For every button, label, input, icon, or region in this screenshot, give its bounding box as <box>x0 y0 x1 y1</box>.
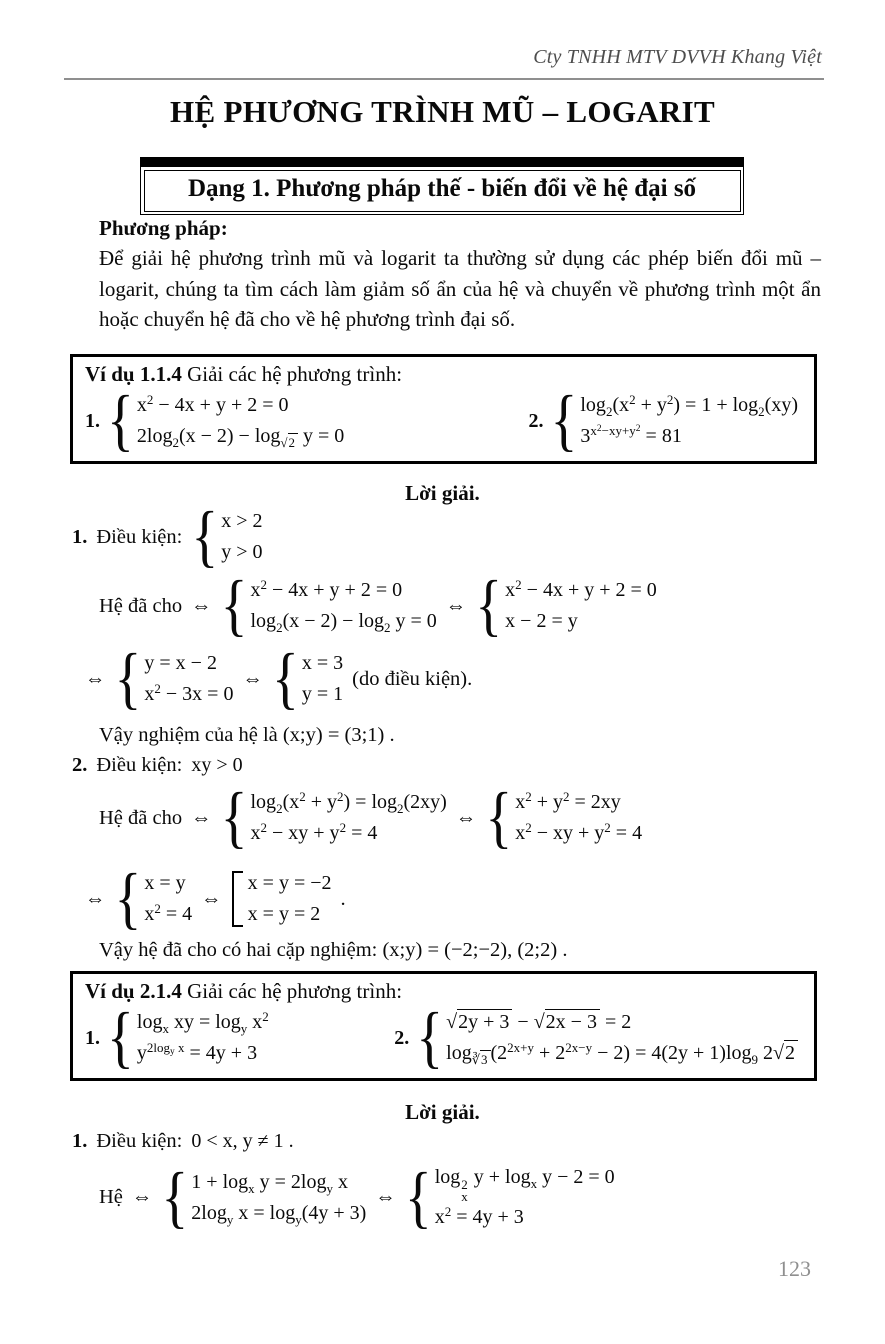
iff-arrow: ⇔ <box>201 887 222 910</box>
step-note: (do điều kiện). <box>352 667 473 690</box>
iff-arrow: ⇔ <box>131 1186 153 1208</box>
section-heading-bar <box>140 157 744 166</box>
conclusion-text: Vậy hệ đã cho có hai cặp nghiệm: (x;y) = (−2;−2), (2;2) . <box>99 939 568 961</box>
iff-arrow: ⇔ <box>191 806 212 829</box>
equation-system: { log 2 x $y + \log_x y - 2 = 0$ $x^2 = 4y + 3$ <box>404 1159 615 1236</box>
solution1-part1-step2 <box>85 641 473 717</box>
section-heading-frame <box>140 166 744 215</box>
publisher-brand: Cty TNHH MTV DVVH Khang Việt <box>533 46 822 68</box>
equation-system: { √2y + 3 − √2x − 3 = 2 $\log_{∛3} (2^{2x+y} + 2^{2x-y} - 2) = 4(2y + 1)\log_9$ 2√2 <box>416 1007 798 1069</box>
example-box-2 <box>70 971 817 1081</box>
example-2-item-1 <box>85 1000 269 1076</box>
equation-system: { $x^2 - 4x + y + 2 = 0$ $2\log_2(x - 2) - \log_{√2} y = 0$ <box>107 383 345 459</box>
equation-system: x = y = −2 x = y = 2 <box>231 868 332 930</box>
conclusion-text: Vậy nghiệm của hệ là (x;y) = (3;1) . <box>99 724 395 746</box>
example-2-item-2 <box>394 1000 798 1076</box>
iff-arrow: ⇔ <box>85 667 106 690</box>
example-1-item-1 <box>85 383 345 459</box>
condition-label: Điều kiện: <box>96 754 183 776</box>
iff-arrow: ⇔ <box>85 887 106 910</box>
example-1-item-2 <box>528 383 798 459</box>
section-heading-box <box>140 157 744 215</box>
iff-arrow: ⇔ <box>455 806 477 829</box>
equation-system: { $x^2 - 4x + y + 2 = 0$ $\log_2(x - 2) - \log_2 y = 0$ <box>220 568 437 644</box>
item-number: 1. <box>85 409 100 432</box>
equation-system: { y = x − 2 $x^2 - 3x = 0$ <box>114 641 234 717</box>
header-divider <box>64 78 824 80</box>
solution1-part1-conclusion <box>99 724 395 747</box>
condition-expression: xy > 0 <box>191 754 243 776</box>
example-2-items <box>85 1000 802 1076</box>
example-1-header <box>85 362 802 387</box>
page-title: HỆ PHƯƠNG TRÌNH MŨ – LOGARIT <box>170 94 715 129</box>
iff-arrow: ⇔ <box>375 1186 396 1208</box>
equation-system: { x > 2 y > 0 <box>191 499 263 575</box>
condition-expression: 0 < x, y ≠ 1 . <box>191 1130 294 1152</box>
item-number: 1. <box>72 525 88 548</box>
equation-system: { x = y $x^2 = 4$ <box>114 861 193 937</box>
item-number: 2. <box>394 1026 410 1049</box>
solution1-part1-step1 <box>99 568 657 644</box>
example-1-label: Ví dụ 1.1.4 <box>85 362 182 386</box>
page-number: 123 <box>778 1256 811 1281</box>
solution2-part1-step1 <box>99 1159 615 1236</box>
item-number: 1. <box>72 1130 88 1152</box>
example-1-prompt: Giải các hệ phương trình: <box>187 362 403 386</box>
method-label: Phương pháp: <box>99 216 228 240</box>
condition-label: Điều kiện: <box>96 1130 183 1152</box>
equation-system: { $\log_x$ xy = $\log_y x^2$ $y^{2log_y x} = 4y + 3$ <box>107 1000 269 1076</box>
solution-heading-1: Lời giải. <box>405 481 480 505</box>
equation-system: { $\log_2(x^2 + y^2) = \log_2(2xy)$ $x^2$ − xy + $y^2 = 4$ <box>220 780 447 856</box>
solution-heading-2: Lời giải. <box>405 1100 480 1124</box>
equation-system: { $\log_2(x^2 + y^2) = 1 + \log_2(xy)$ $3^{x^2-xy+y^2} = 81$ <box>550 383 798 459</box>
solution1-part2-step1 <box>99 780 643 856</box>
system-label: Hệ đã cho <box>99 594 183 617</box>
item-number: 1. <box>85 1026 100 1049</box>
example-2-header <box>85 979 802 1004</box>
iff-arrow: ⇔ <box>445 594 467 617</box>
equation-system: { x = 3 y = 1 <box>271 641 344 717</box>
iff-arrow: ⇔ <box>242 667 263 690</box>
system-label: Hệ <box>99 1186 123 1208</box>
solution1-part2-condition <box>72 754 243 777</box>
solution2-part1-condition <box>72 1130 294 1153</box>
example-1-items <box>85 383 802 459</box>
item-number: 2. <box>528 409 544 432</box>
condition-label: Điều kiện: <box>96 525 183 548</box>
equation-system: { $1 + \log_x y = 2\log_y$ x $2\log_y$ $x = \log_y(4y + 3)$ <box>161 1159 367 1236</box>
section-heading: Dạng 1. Phương pháp thế - biến đổi về hệ đại số <box>144 170 741 212</box>
example-2-prompt: Giải các hệ phương trình: <box>187 979 403 1003</box>
example-2-label: Ví dụ 2.1.4 <box>85 979 182 1003</box>
solution1-part1-condition <box>72 499 263 575</box>
step-note: . <box>340 887 346 910</box>
solution1-part2-conclusion <box>99 939 567 962</box>
item-number: 2. <box>72 754 88 776</box>
example-box-1 <box>70 354 817 464</box>
iff-arrow: ⇔ <box>191 594 212 617</box>
equation-system: { $x^2 - 4x + y + 2 = 0$ x − 2 = y <box>475 568 657 644</box>
solution1-part2-step2 <box>85 861 346 937</box>
method-paragraph: Để giải hệ phương trình mũ và logarit ta thường sử dụng các phép biến đổi mũ – logarit, chúng ta tìm cách làm giảm số ẩn của hệ và chuyển về phương trình một ẩn hoặc chuyển hệ đã cho về hệ phương trình đại số. <box>99 246 821 331</box>
system-label: Hệ đã cho <box>99 806 183 829</box>
equation-system: { $x^2 + y^2 = 2xy$ $x^2$ − xy + $y^2 = 4$ <box>485 780 643 856</box>
